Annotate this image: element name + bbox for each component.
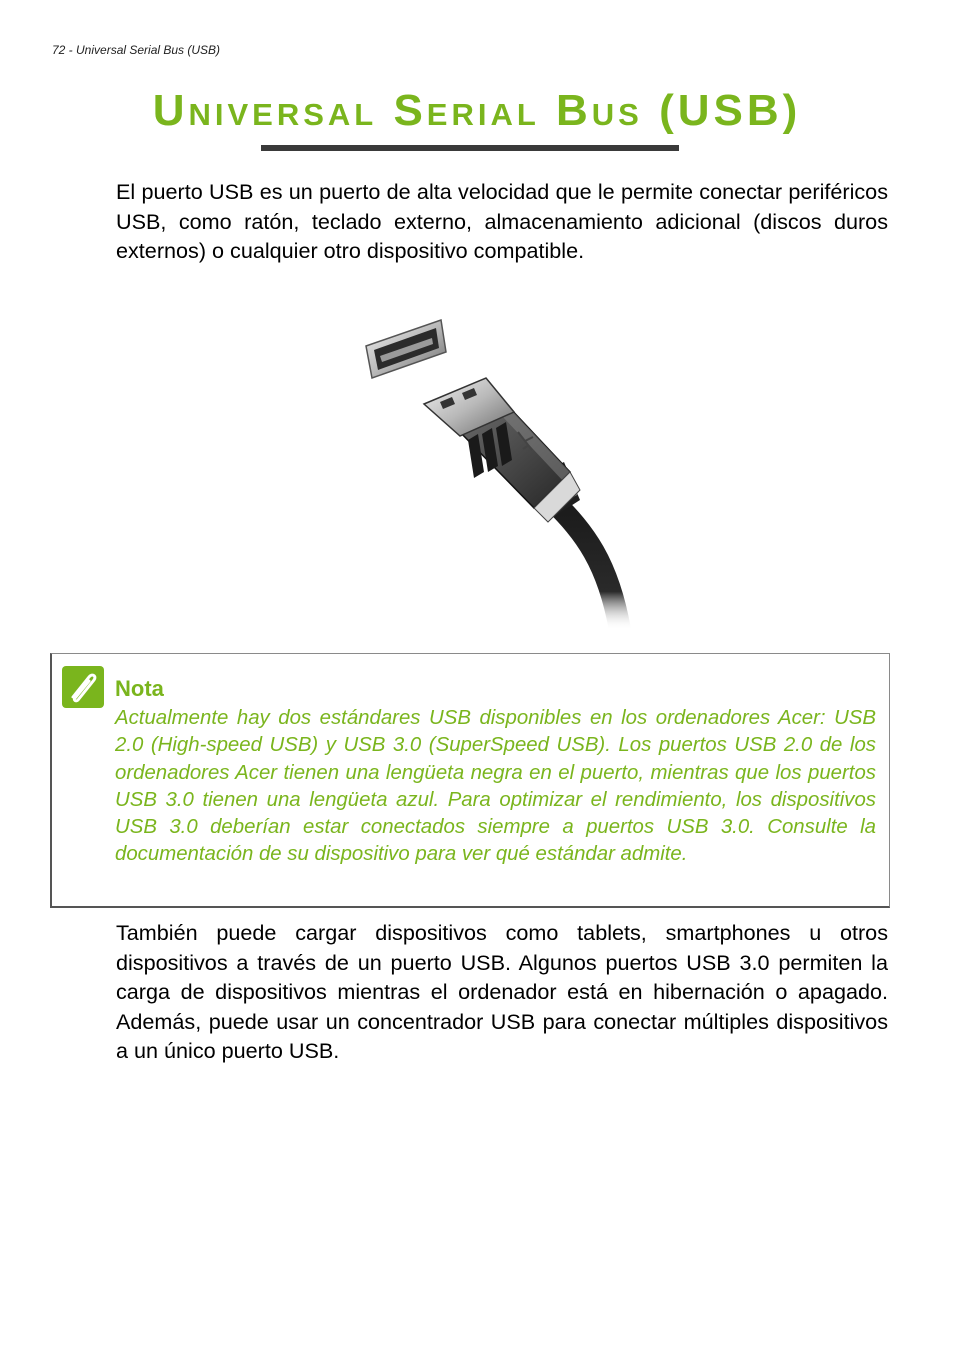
page-title: Universal Serial Bus (USB) <box>152 86 802 135</box>
usb-port-icon <box>366 320 446 378</box>
running-header: 72 - Universal Serial Bus (USB) <box>52 43 221 57</box>
body-paragraph: También puede cargar dispositivos como tablets, smartphones u otros dispositivos a través de un puerto USB. Algunos puertos USB 3.0 permiten la carga de dispositivos mientras el ordenador está en hibernación o apagado. Además, puede usar un concentrador USB para conectar múltiples dispositivos a un único puerto USB. <box>116 920 888 1064</box>
note-text: Actualmente hay dos estándares USB disponibles en los ordenadores Acer: USB 2.0 (High-speed USB) y USB 3.0 (SuperSpeed USB). Los puertos USB 2.0 de los ordenadores Acer tienen una lengüeta negra en el puerto, mientras que los puertos USB 3.0 tienen una lengüeta azul. Para optimizar el rendimiento, los dispositivos USB 3.0 deberían estar conectados siempre a puertos USB 3.0. Consulte la documentación de su dispositivo para ver qué estándar admite. <box>115 707 876 866</box>
paperclip-icon <box>62 666 104 708</box>
usb-plug-icon <box>424 378 580 522</box>
note-box <box>50 653 890 908</box>
usb-cable <box>554 502 620 630</box>
usb-plug-and-port-illustration <box>358 312 643 630</box>
title-underline <box>261 145 679 151</box>
intro-paragraph: El puerto USB es un puerto de alta velocidad que le permite conectar periféricos USB, como ratón, teclado externo, almacenamiento adicional (discos duros externos) o cualquier otro dispositivo compatible. <box>116 179 888 264</box>
note-title: Nota <box>115 676 164 701</box>
